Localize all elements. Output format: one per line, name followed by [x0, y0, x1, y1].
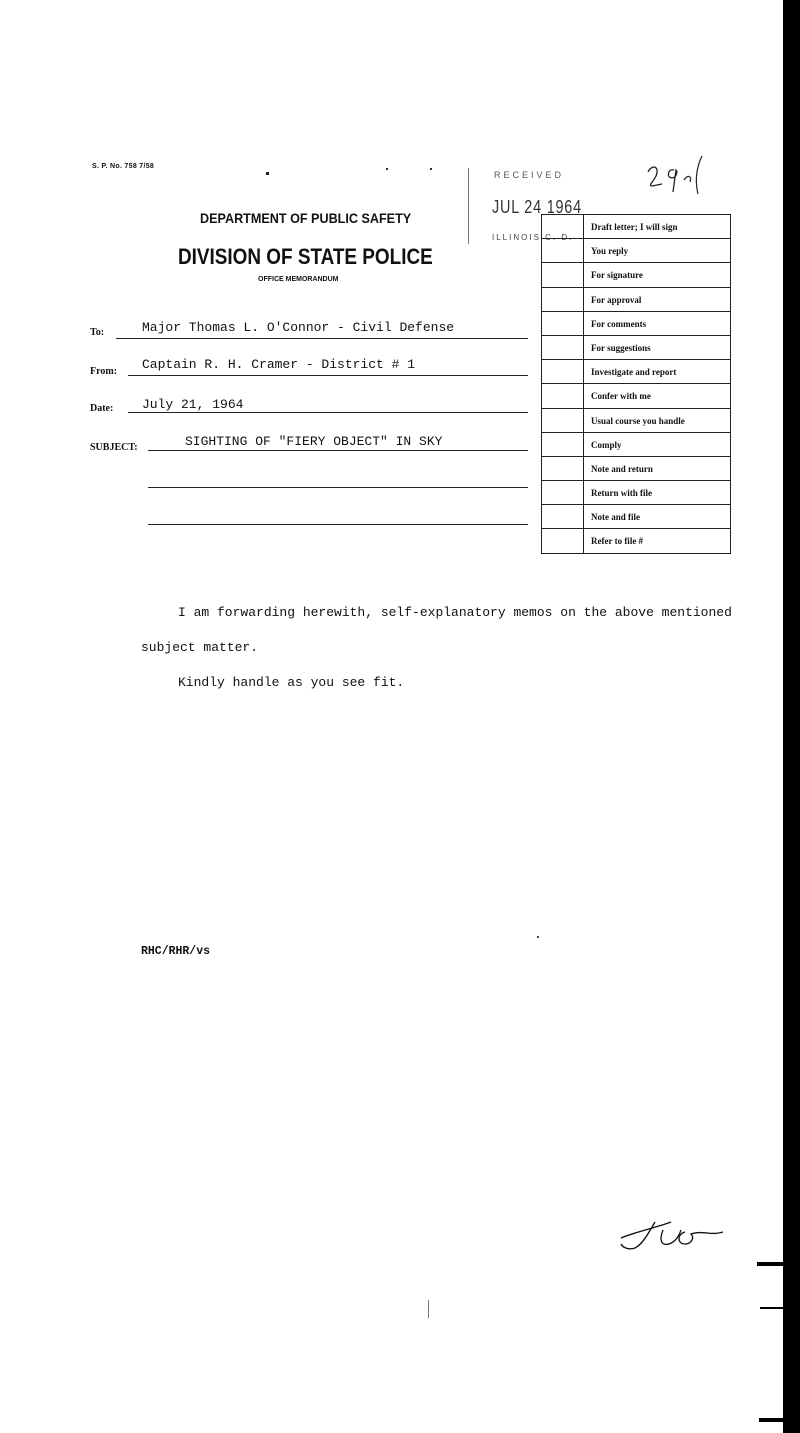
routing-checkbox[interactable]	[542, 360, 584, 383]
routing-row	[542, 335, 730, 359]
date-value[interactable]: July 21, 1964	[142, 397, 244, 412]
subject-underline-3	[148, 524, 528, 525]
to-value[interactable]: Major Thomas L. O'Connor - Civil Defense	[142, 320, 455, 335]
scan-mark	[757, 1262, 783, 1266]
to-underline	[116, 338, 528, 339]
routing-row	[542, 432, 730, 456]
routing-checkbox[interactable]	[542, 288, 584, 311]
routing-option-label: Draft letter; I will sign	[591, 222, 678, 232]
routing-row	[542, 504, 730, 528]
routing-option-label: Confer with me	[591, 391, 651, 402]
scan-mark	[760, 1307, 783, 1309]
scan-edge	[783, 0, 800, 1433]
routing-option-label: For approval	[591, 294, 642, 305]
routing-row	[542, 262, 730, 286]
routing-option-label: You reply	[591, 246, 629, 257]
routing-row	[542, 408, 730, 432]
subject-value[interactable]: SIGHTING OF "FIERY OBJECT" IN SKY	[185, 434, 443, 449]
routing-checkbox[interactable]	[542, 457, 584, 480]
to-label: To:	[90, 327, 105, 338]
subject-label: SUBJECT:	[90, 442, 138, 453]
date-label: Date:	[90, 403, 114, 414]
routing-row	[542, 383, 730, 407]
routing-option-label: For signature	[591, 270, 643, 281]
body-line: I am forwarding herewith, self-explanatory memos on the above mentioned	[178, 605, 732, 620]
routing-checkbox[interactable]	[542, 336, 584, 359]
routing-row	[542, 359, 730, 383]
received-stamp-date: JUL 24 1964	[492, 197, 582, 217]
received-stamp-label: RECEIVED	[494, 170, 565, 180]
scan-speck	[266, 172, 269, 175]
routing-checkbox[interactable]	[542, 433, 584, 456]
scan-mark	[759, 1418, 783, 1422]
subject-underline	[148, 450, 528, 451]
handwritten-file-number	[640, 150, 710, 210]
routing-option-label: Refer to file #	[591, 536, 644, 547]
routing-option-label: Investigate and report	[591, 367, 677, 378]
date-underline	[128, 412, 528, 413]
from-label: From:	[90, 366, 118, 377]
scan-speck	[430, 168, 432, 170]
routing-checkbox[interactable]	[542, 384, 584, 407]
routing-row	[542, 528, 730, 552]
routing-option-label: Return with file	[591, 488, 652, 499]
routing-row	[542, 456, 730, 480]
routing-checkbox[interactable]	[542, 239, 584, 262]
routing-checkbox[interactable]	[542, 263, 584, 286]
routing-checklist	[541, 214, 731, 554]
from-value[interactable]: Captain R. H. Cramer - District # 1	[142, 357, 416, 372]
memo-type: OFFICE MEMORANDUM	[258, 276, 339, 283]
routing-checkbox[interactable]	[542, 215, 584, 238]
form-number: S. P. No. 758 7/58	[92, 163, 155, 170]
routing-row	[542, 215, 730, 238]
routing-option-label: Comply	[591, 439, 622, 450]
routing-checkbox[interactable]	[542, 481, 584, 504]
routing-option-label: For suggestions	[591, 342, 651, 353]
body-line: subject matter.	[141, 640, 259, 655]
scan-speck	[386, 168, 388, 170]
subject-underline-2	[148, 487, 528, 488]
routing-option-label: Note and file	[591, 512, 640, 523]
routing-row	[542, 287, 730, 311]
routing-row	[542, 311, 730, 335]
routing-option-label: Note and return	[591, 463, 653, 474]
division-title: DIVISION OF STATE POLICE	[178, 244, 433, 269]
scan-speck	[537, 936, 539, 938]
routing-checkbox[interactable]	[542, 312, 584, 335]
routing-checkbox[interactable]	[542, 505, 584, 528]
reference-initials: RHC/RHR/vs	[141, 945, 211, 958]
routing-row	[542, 480, 730, 504]
routing-option-label: For comments	[591, 318, 647, 329]
scan-speck	[428, 1300, 429, 1318]
signature-initials	[615, 1210, 730, 1255]
routing-checkbox[interactable]	[542, 409, 584, 432]
routing-row	[542, 238, 730, 262]
body-line: Kindly handle as you see fit.	[178, 675, 405, 690]
received-stamp-place: ILLINOIS C. D.	[492, 233, 574, 242]
from-underline	[128, 375, 528, 376]
routing-checkbox[interactable]	[542, 529, 584, 552]
department-title: DEPARTMENT OF PUBLIC SAFETY	[200, 210, 412, 226]
routing-option-label: Usual course you handle	[591, 415, 685, 426]
